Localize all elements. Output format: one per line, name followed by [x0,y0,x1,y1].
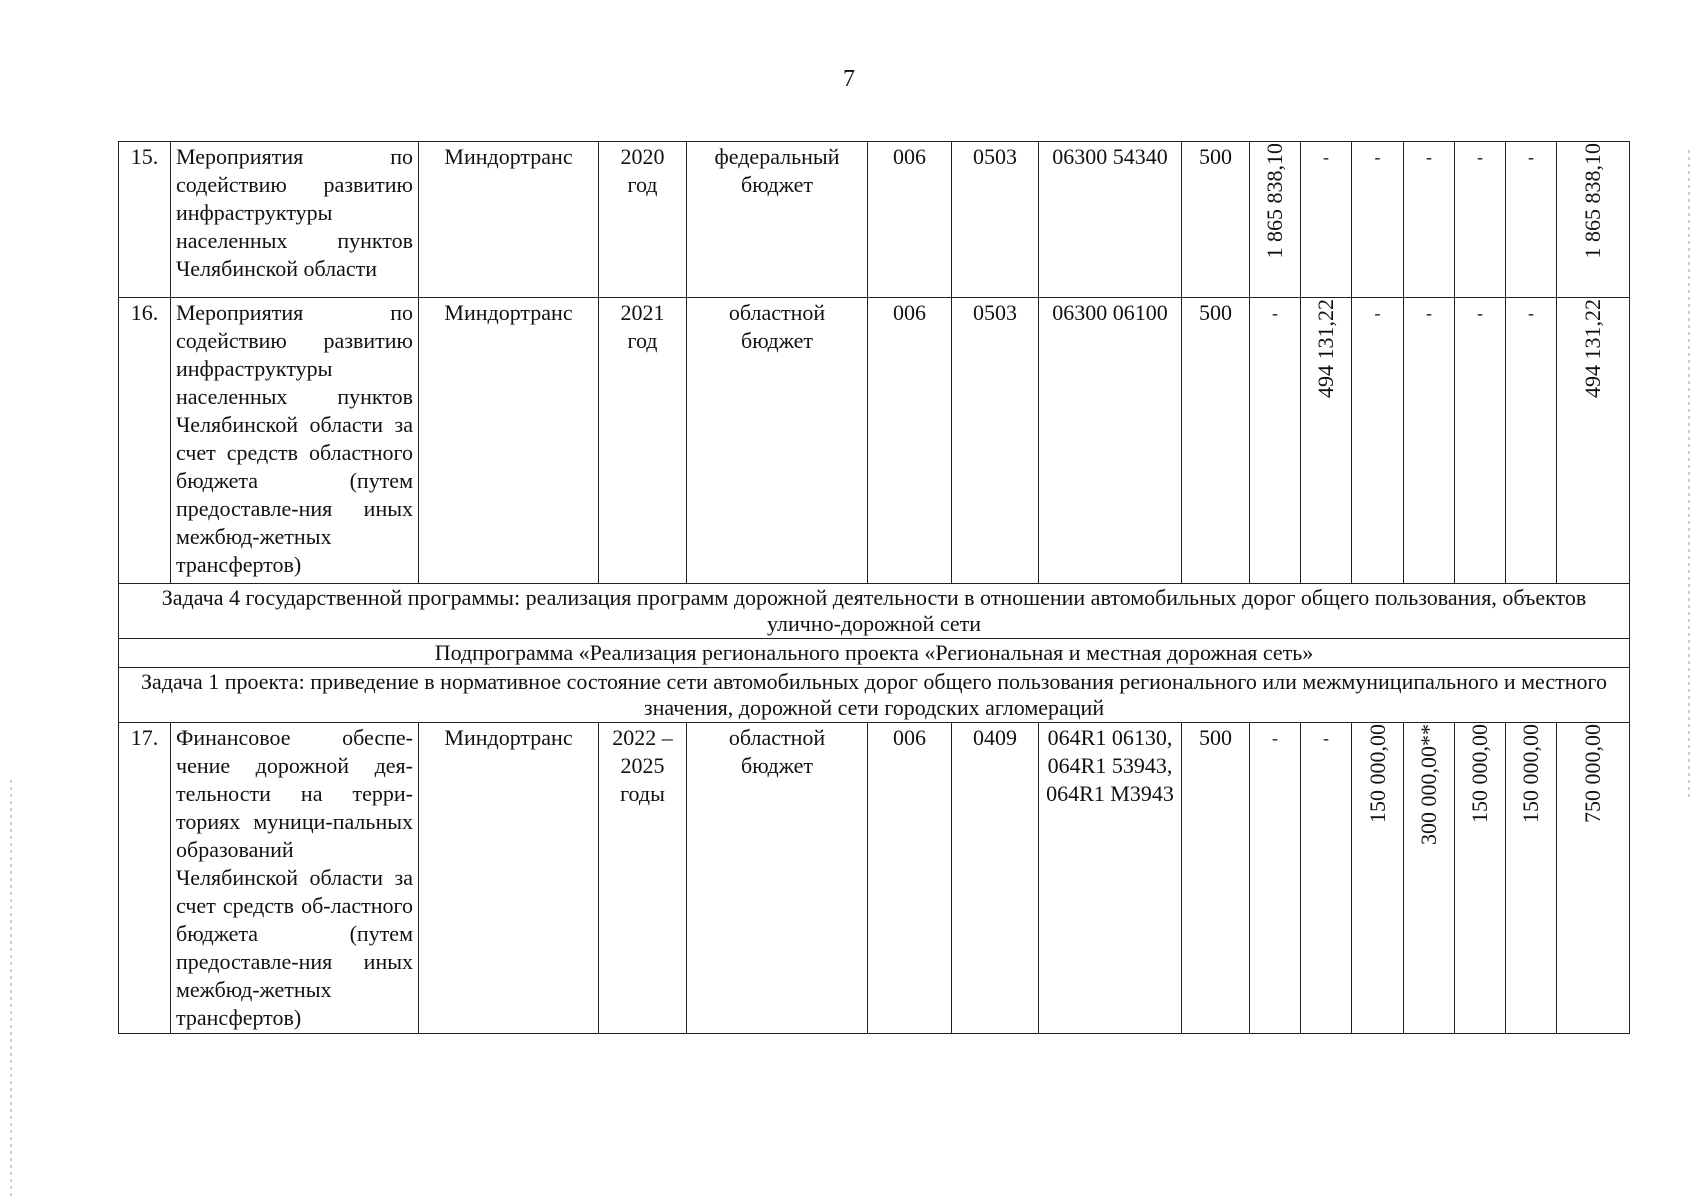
total-value: 750 000,00 [1580,724,1605,823]
amount-value: 300 000,00** [1416,724,1441,845]
total-value: 1 865 838,10 [1580,143,1605,259]
subprogram-band-row [119,639,1630,668]
amount-year-3: - [1352,142,1404,298]
amount-value: 150 000,00 [1518,724,1543,823]
rzpr-code: 0503 [952,298,1039,584]
amount-value: 494 131,22 [1313,299,1338,398]
responsible-executor: Миндортранс [419,142,599,298]
amount-year-5 [1455,723,1506,1034]
table-row [119,298,1630,584]
measure-name: Мероприятия по содействию развитию инфраструктуры населенных пунктов Челябинской области за счет средств областного бюджета (путем предоставле-ния иных межбюд-жетных трансфертов) [171,298,419,584]
scan-edge-mark [1688,150,1690,800]
funding-source: федеральный бюджет [687,142,868,298]
row-number: 16. [119,298,171,584]
responsible-executor: Миндортранс [419,723,599,1034]
period: 2022 – 2025 годы [599,723,687,1034]
table-row [119,723,1630,1034]
amount-year-2: - [1301,723,1352,1034]
period: 2020 год [599,142,687,298]
vr-code: 500 [1182,298,1250,584]
amount-year-4: - [1404,142,1455,298]
amount-year-3: - [1352,298,1404,584]
csr-code: 06300 54340 [1039,142,1182,298]
amount-year-2 [1301,298,1352,584]
subprogram-heading: Подпрограмма «Реализация регионального проекта «Региональная и местная дорожная сеть» [119,639,1630,668]
amount-value: 150 000,00 [1467,724,1492,823]
amount-year-6 [1506,723,1557,1034]
task-1-heading: Задача 1 проекта: приведение в нормативное состояние сети автомобильных дорог общего пользования регионального или межмуниципального и местного значения, дорожной сети городских агломераций [119,668,1630,723]
page-number: 7 [843,66,855,92]
amount-year-1 [1250,142,1301,298]
vr-code: 500 [1182,723,1250,1034]
row-number: 15. [119,142,171,298]
amount-year-4: - [1404,298,1455,584]
funding-source: областной бюджет [687,723,868,1034]
amount-year-3 [1352,723,1404,1034]
responsible-executor: Миндортранс [419,298,599,584]
task-band-row [119,668,1630,723]
amount-value: 1 865 838,10 [1262,143,1287,259]
rzpr-code: 0503 [952,142,1039,298]
vr-code: 500 [1182,142,1250,298]
csr-code: 06300 06100 [1039,298,1182,584]
task-band-row [119,584,1630,639]
period: 2021 год [599,298,687,584]
amount-year-6: - [1506,298,1557,584]
amount-year-5: - [1455,142,1506,298]
rzpr-code: 0409 [952,723,1039,1034]
amount-total [1557,723,1630,1034]
amount-year-1: - [1250,723,1301,1034]
measure-name: Мероприятия по содействию развитию инфраструктуры населенных пунктов Челябинской области [171,142,419,298]
amount-year-1: - [1250,298,1301,584]
amount-year-4 [1404,723,1455,1034]
grbs-code: 006 [868,298,952,584]
grbs-code: 006 [868,723,952,1034]
measure-name: Финансовое обеспе-чение дорожной дея-тельности на терри-ториях муници-пальных образований Челябинской области за счет средств об-ластного бюджета (путем предоставле-ния иных межбюд-жетных трансфертов) [171,723,419,1034]
budget-table [118,141,1630,1034]
task-4-heading: Задача 4 государственной программы: реализация программ дорожной деятельности в отношении автомобильных дорог общего пользования, объектов улично-дорожной сети [119,584,1630,639]
grbs-code: 006 [868,142,952,298]
row-number: 17. [119,723,171,1034]
amount-total [1557,298,1630,584]
funding-source: областной бюджет [687,298,868,584]
total-value: 494 131,22 [1580,299,1605,398]
csr-code: 064R1 06130, 064R1 53943, 064R1 M3943 [1039,723,1182,1034]
amount-year-6: - [1506,142,1557,298]
amount-total [1557,142,1630,298]
scan-edge-mark [10,780,12,1200]
amount-year-2: - [1301,142,1352,298]
table-row [119,142,1630,298]
amount-value: 150 000,00 [1364,724,1390,823]
amount-year-5: - [1455,298,1506,584]
